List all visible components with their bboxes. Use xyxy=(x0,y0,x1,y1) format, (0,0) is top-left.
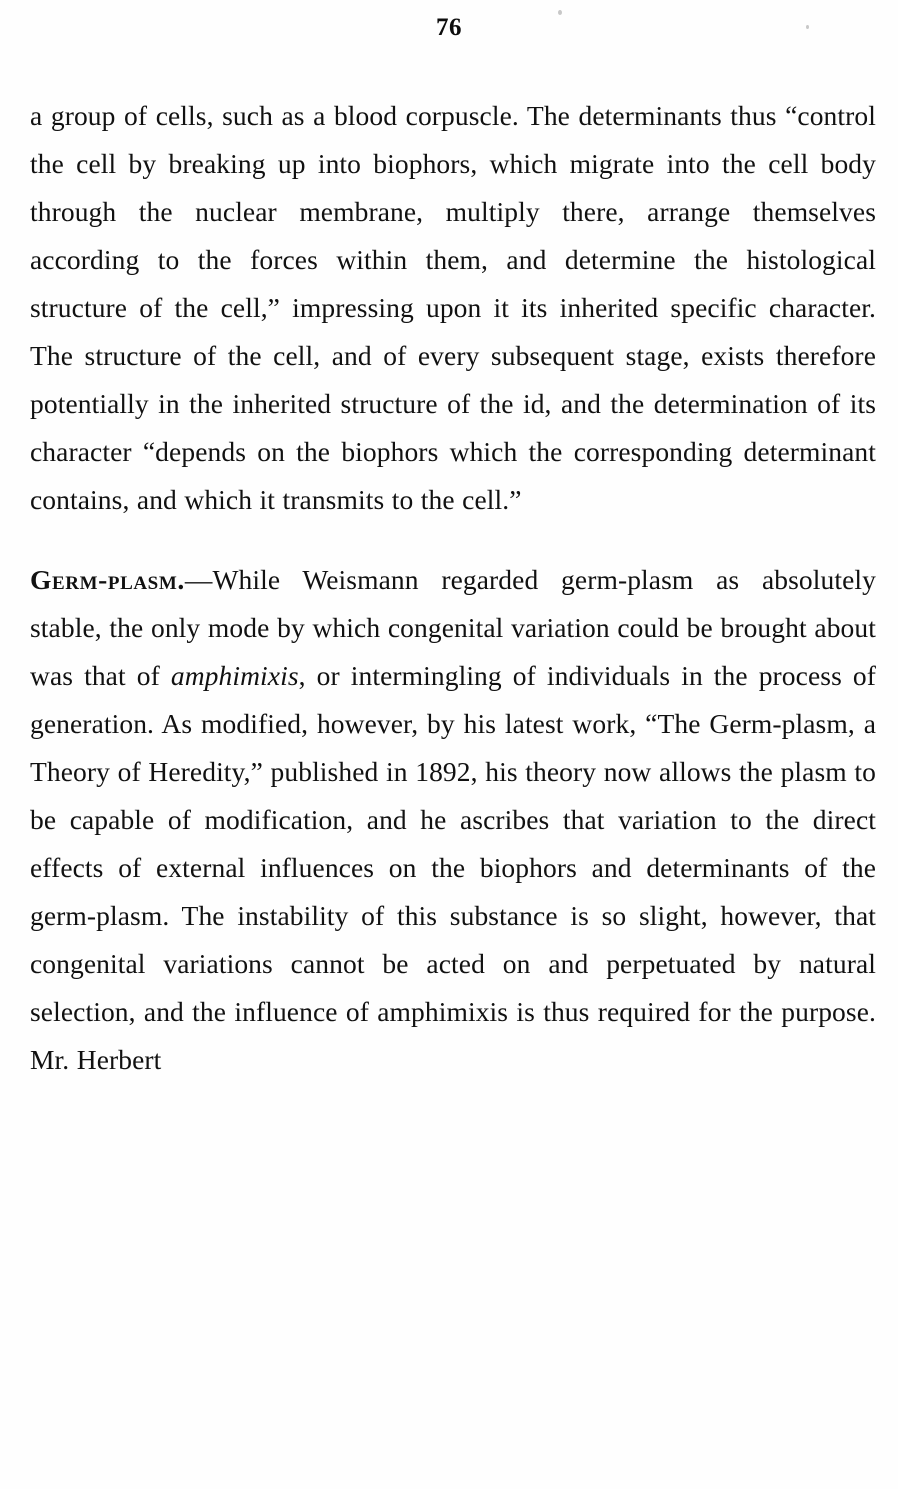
germ-plasm-dash: — xyxy=(184,564,213,595)
germ-plasm-italic-term: amphimixis xyxy=(170,660,299,691)
germ-plasm-heading: Germ-plasm. xyxy=(30,564,185,595)
paper-speck xyxy=(558,10,562,15)
page-number: 76 xyxy=(436,14,462,41)
paragraph-determinants: a group of cells, such as a blood corpuscle. The determinants thus “control the cell by breaking up into biophors, which migrate into the cell body through the nuclear membrane, multiply there, arrange themselves according to the forces within them, and determine the histological structure of the cell,” impressing upon it its inherited specific character. The structure of the cell, and of every subsequent stage, exists therefore potentially in the inherited structure of the id, and the determination of its character “depends on the biophors which the corresponding determinant contains, and which it transmits to the cell.” xyxy=(30,100,876,515)
paper-speck xyxy=(806,25,809,29)
germ-plasm-text-before: While Weismann regarded germ-plasm as absolutely stable, the only mode by which congenital variation could be brought about was that of xyxy=(30,564,876,691)
body-text-column xyxy=(30,92,876,1084)
paragraph-germ-plasm xyxy=(30,556,876,1084)
germ-plasm-text-after: , or intermingling of individuals in the process of generation. As modified, however, by his latest work, “The Germ-plasm, a Theory of Heredity,” published in 1892, his theory now allows the plasm to be capable of modification, and he ascribes that variation to the direct effects of external influences on the biophors and determinants of the germ-plasm. The instability of this substance is so slight, however, that congenital variations cannot be acted on and perpetuated by natural selection, and the influence of amphimixis is thus required for the purpose. Mr. Herbert xyxy=(30,660,876,1075)
